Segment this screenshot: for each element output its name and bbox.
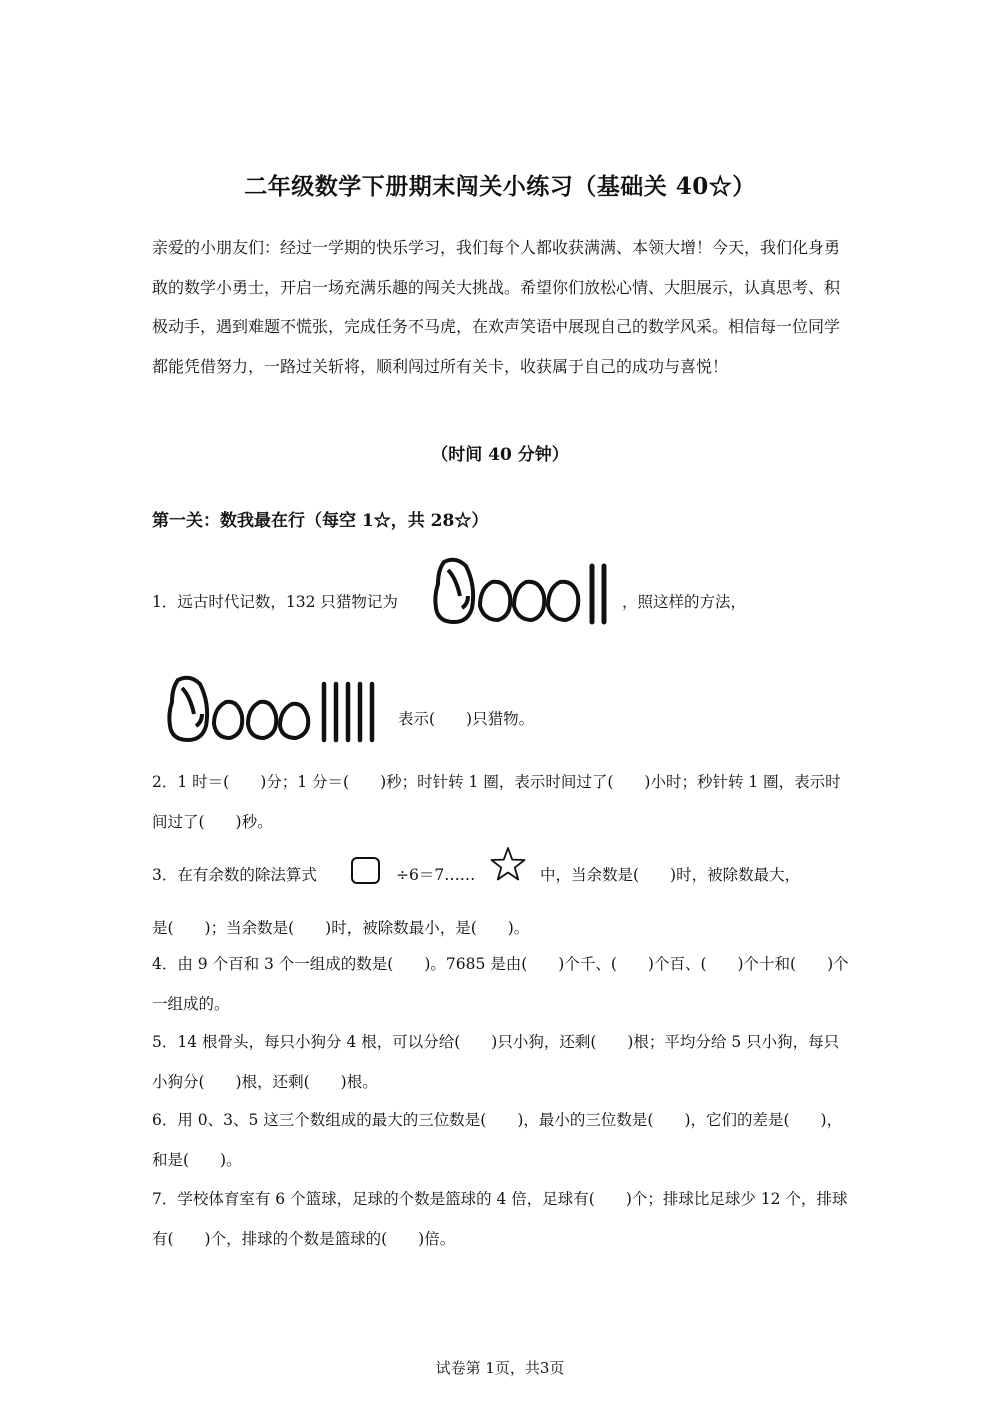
q3-text-a: 3．在有余数的除法算式 xyxy=(152,866,317,884)
stone-tally-icon xyxy=(432,556,612,628)
question-7 xyxy=(152,1180,852,1259)
q3-text-b: ÷6＝7…… xyxy=(396,866,476,884)
time-note: （时间 40 分钟） xyxy=(431,445,569,465)
q3-text-c: 中，当余数是( )时，被除数最大， xyxy=(540,866,801,884)
star-outline-icon xyxy=(490,846,526,882)
q1-text-c: 表示( )只猎物。 xyxy=(398,710,535,728)
q2-text: 2．1 时＝( )分；1 分＝( )秒；时针转 1 圈，表示时间过了( )小时；秒针转 1 圈，表示时间过了( )秒。 xyxy=(152,773,841,831)
page-footer: 试卷第 1页，共3页 xyxy=(435,1359,565,1377)
q1-text-a: 1．远古时代记数，132 只猎物记为 xyxy=(152,593,398,611)
page-title: 二年级数学下册期末闯关小练习（基础关 40☆） xyxy=(244,173,756,200)
square-box-icon xyxy=(350,856,382,886)
section-1-title: 第一关：数我最在行（每空 1☆，共 28☆） xyxy=(152,511,489,531)
stone-tally-icon xyxy=(164,674,386,744)
question-4 xyxy=(152,945,852,1024)
q5-text: 5．14 根骨头，每只小狗分 4 根，可以分给( )只小狗，还剩( )根；平均分给 5 只小狗，每只小狗分( )根，还剩( )根。 xyxy=(152,1033,840,1091)
question-6 xyxy=(152,1101,852,1180)
question-5 xyxy=(152,1023,852,1102)
q6-text: 6．用 0、3、5 这三个数组成的最大的三位数是( )，最小的三位数是( )，它们的差是( )，和是( )。 xyxy=(152,1111,843,1169)
q4-text: 4．由 9 个百和 3 个一组成的数是( )。7685 是由( )个千、( )个百、( )个十和( )个一组成的。 xyxy=(152,955,849,1013)
question-2 xyxy=(152,763,852,842)
intro-paragraph xyxy=(152,228,852,386)
q7-text: 7．学校体育室有 6 个篮球，足球的个数是篮球的 4 倍，足球有( )个；排球比足球少 12 个，排球有( )个，排球的个数是篮球的( )倍。 xyxy=(152,1190,848,1248)
q1-text-b: ，照这样的方法， xyxy=(622,593,747,611)
q3-text-line2: 是( )；当余数是( )时，被除数最小，是( )。 xyxy=(152,919,530,937)
intro-text: 亲爱的小朋友们：经过一学期的快乐学习，我们每个人都收获满满、本领大增！今天，我们化身勇敢的数学小勇士，开启一场充满乐趣的闯关大挑战。希望你们放松心情、大胆展示，认真思考、积极动手，遇到难题不慌张，完成任务不马虎，在欢声笑语中展现自己的数学风采。相信每一位同学都能凭借努力，一路过关斩将，顺利闯过所有关卡，收获属于自己的成功与喜悦！ xyxy=(152,238,841,376)
